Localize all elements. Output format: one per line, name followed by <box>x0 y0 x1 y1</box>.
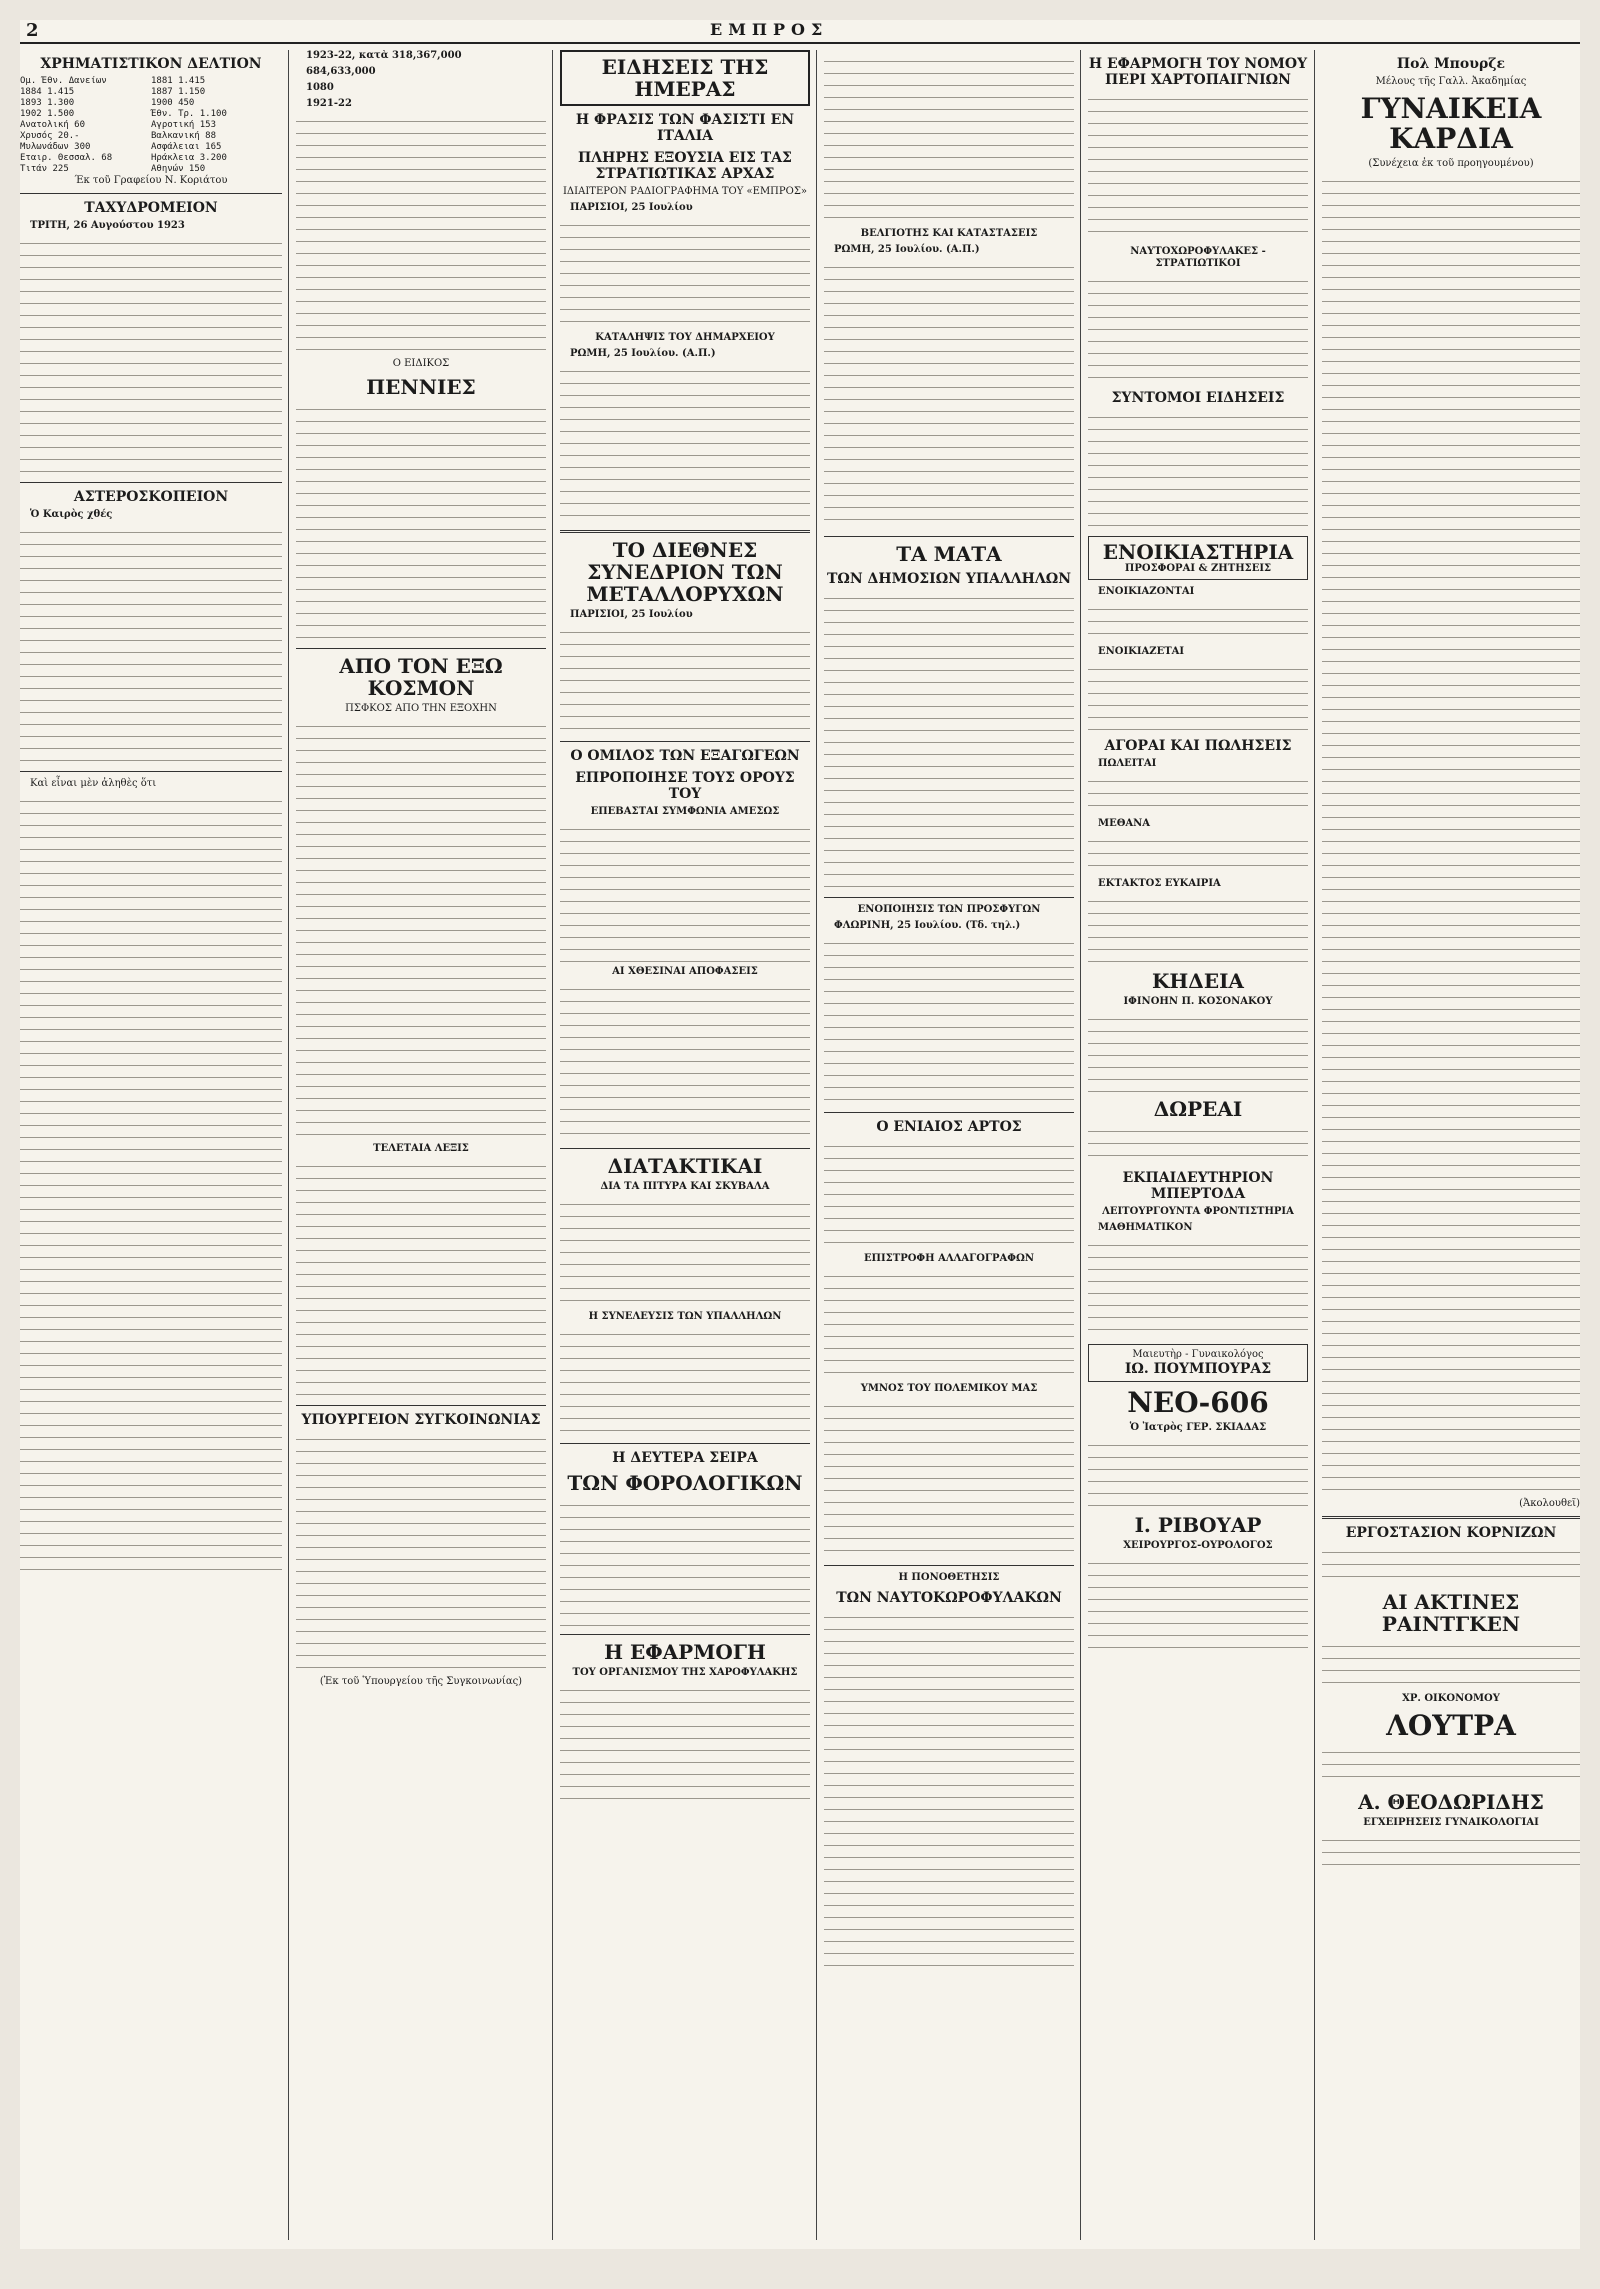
text-block <box>296 1159 546 1399</box>
text-block <box>1088 1124 1308 1164</box>
dispatch-label: ΙΔΙΑΙΤΕΡΟΝ ΡΑΔΙΟΓΡΑΦΗΜΑ ΤΟΥ «ΕΜΠΡΟΣ» <box>562 186 808 197</box>
school-title: ΕΚΠΑΙΔΕΥΤΗΡΙΟΝ ΜΠΕΡΤΟΔΑ <box>1122 1170 1274 1202</box>
classified-label: ΜΑΘΗΜΑΤΙΚΟΝ <box>1098 1222 1193 1233</box>
stock-item: 1902 1.500 <box>20 109 75 119</box>
ad-kicker: Μαιευτὴρ - Γυναικολόγος <box>1132 1349 1264 1360</box>
headline: Η ΕΦΑΡΜΟΓΗ ΤΟΥ ΝΟΜΟΥ ΠΕΡΙ ΧΑΡΤΟΠΑΙΓΝΙΩΝ <box>1088 56 1308 88</box>
column-rule <box>1080 50 1081 2240</box>
stock-item: Ασφάλειαι 165 <box>151 142 222 152</box>
divider <box>560 741 810 742</box>
stock-item: Βαλκανική 88 <box>151 131 217 141</box>
headline: Η ΕΦΑΡΜΟΓΗ <box>604 1640 766 1664</box>
text-block <box>1322 1745 1580 1785</box>
serial-signoff: (Ἀκολουθεῖ) <box>1519 1498 1580 1509</box>
section-subtitle: ΤΟΥ ΟΡΓΑΝΙΣΜΟΥ ΤΗΣ ΧΑΡΟΦΥΛΑΚΗΣ <box>572 1667 798 1678</box>
text-block <box>560 625 810 735</box>
headline: Η ΔΕΥΤΕΡΑ ΣΕΙΡΑ <box>612 1450 758 1466</box>
headline: ΤΑ ΜΑΤΑ <box>896 542 1002 566</box>
stock-item: Έθν. Τρ. 1.100 <box>151 109 227 119</box>
ad-title: ΑΙ ΑΚΤΙΝΕΣ ΡΑΙΝΤΓΚΕΝ <box>1381 1590 1521 1636</box>
divider <box>560 1634 810 1635</box>
stock-item: Χρυσός 20.- <box>20 131 80 141</box>
ad-subtitle: ΕΓΧΕΙΡΗΣΕΙΣ ΓΥΝΑΙΚΟΛΟΓΙΑΙ <box>1363 1817 1539 1828</box>
headline: Η ΦΡΑΣΙΣ ΤΩΝ ΦΑΣΙΣΤΙ ΕΝ ΙΤΑΛΙΑ <box>575 112 795 144</box>
serial-author: Πολ Μπουρζε <box>1396 56 1506 72</box>
section-subtitle: ΕΝΟΠΟΙΗΣΙΣ ΤΩΝ ΠΡΟΣΦΥΓΩΝ <box>857 904 1041 915</box>
text-block <box>1088 774 1308 814</box>
section-title-funeral: ΚΗΔΕΙΑ <box>1152 969 1244 993</box>
dateline: ΦΛΩΡΙΝΗ, 25 Ιουλίου. (Τδ. τηλ.) <box>834 920 1021 931</box>
figure-line: 1080 <box>306 82 334 93</box>
section-subtitle: ΝΑΥΤΟΧΩΡΟΦΥΛΑΚΕΣ - ΣΤΡΑΤΙΩΤΙΚΟΙ <box>1130 246 1266 269</box>
newspaper-page <box>20 20 1580 2249</box>
section-subtitle: ΤΕΛΕΤΑΙΑ ΛΕΞΙΣ <box>373 1143 469 1154</box>
section-title-world: ΑΠΟ ΤΟΝ ΕΞΩ ΚΟΣΜΟΝ <box>339 654 503 700</box>
stock-item: Ανατολική 60 <box>20 120 86 130</box>
text-block <box>824 1610 1074 1970</box>
section-subtitle: ΑΙ ΧΘΕΣΙΝΑΙ ΑΠΟΦΑΣΕΙΣ <box>612 966 758 977</box>
byline: Ο ΕΙΔΙΚΟΣ <box>392 358 450 369</box>
stock-item: 1884 1.415 <box>20 87 75 97</box>
text-block <box>1322 1545 1580 1585</box>
ad-title: ΙΩ. ΠΟΥΜΠΟΥΡΑΣ <box>1124 1361 1272 1377</box>
ad-title: ΝΕΟ-606 <box>1127 1386 1269 1419</box>
divider <box>560 1443 810 1444</box>
stock-item: 1893 1.300 <box>20 98 75 108</box>
divider <box>560 1148 810 1149</box>
headline: ΤΟ ΔΙΕΘΝΕΣ ΣΥΝΕΔΡΙΟΝ ΤΩΝ ΜΕΤΑΛΛΟΡΥΧΩΝ <box>586 538 784 606</box>
text-block <box>1088 662 1308 732</box>
column-rule <box>552 50 553 2240</box>
headline: ΔΙΑΤΑΚΤΙΚΑΙ <box>607 1154 763 1178</box>
column-5 <box>1088 50 1308 2240</box>
column-rule <box>816 50 817 2240</box>
text-block <box>1088 1438 1308 1508</box>
stock-item: Εταιρ. Θεσσαλ. 68 <box>20 153 113 163</box>
text-block <box>296 402 546 642</box>
section-title-brief-news: ΣΥΝΤΟΜΟΙ ΕΙΔΗΣΕΙΣ <box>1111 390 1285 406</box>
text-block <box>824 1139 1074 1249</box>
section-subtitle: Η ΣΥΝΕΛΕΥΣΙΣ ΤΩΝ ΥΠΑΛΛΗΛΩΝ <box>588 1311 782 1322</box>
text-block <box>20 525 282 765</box>
text-block <box>560 982 810 1142</box>
section-title-pennies: ΠΕΝΝΙΕΣ <box>366 375 476 399</box>
dateline: ΡΩΜΗ, 25 Ιουλίου. (Α.Π.) <box>834 244 980 255</box>
text-block <box>1088 92 1308 242</box>
section-subtitle: ΥΜΝΟΣ ΤΟΥ ΠΟΛΕΜΙΚΟΥ ΜΑΣ <box>860 1383 1038 1394</box>
ad-subtitle: Ὁ Ἰατρὸς ΓΕΡ. ΣΚΙΑΔΑΣ <box>1129 1422 1267 1433</box>
column-6 <box>1322 50 1580 2240</box>
stock-item: Αθηνών 150 <box>151 164 206 174</box>
classified-label: ΜΕΘΑΝΑ <box>1098 818 1151 829</box>
masthead <box>20 20 1580 44</box>
text-block <box>296 719 546 1139</box>
stock-item: 1900 450 <box>151 98 195 108</box>
section-subtitle: ΕΠΙΣΤΡΟΦΗ ΑΛΛΑΓΟΓΡΑΦΩΝ <box>863 1253 1035 1264</box>
divider <box>824 536 1074 537</box>
headline: ΕΠΡΟΠΟΙΗΣΕ ΤΟΥΣ ΟΡΟΥΣ ΤΟΥ <box>575 770 795 802</box>
stock-item: Μυλωνάδων 300 <box>20 142 91 152</box>
stock-item: Τιτάν 225 <box>20 164 69 174</box>
dateline: ΠΑΡΙΣΙΟΙ, 25 Ιουλίου <box>570 202 693 213</box>
text-block <box>20 794 282 1574</box>
classified-label: ΠΩΛΕΙΤΑΙ <box>1098 758 1157 769</box>
divider <box>824 1565 1074 1566</box>
section-subtitle: ΒΕΛΓΙΟΤΗΣ ΚΑΙ ΚΑΤΑΣΤΑΣΕΙΣ <box>860 228 1038 239</box>
ad-subtitle: ΧΕΙΡΟΥΡΓΟΣ-ΟΥΡΟΛΟΓΟΣ <box>1123 1540 1273 1551</box>
banner-title: ΕΙΔΗΣΕΙΣ ΤΗΣ ΗΜΕΡΑΣ <box>601 55 769 101</box>
text-block <box>560 822 810 962</box>
section-title-post: ΤΑΧΥΔΡΟΜΕΙΟΝ <box>84 200 218 216</box>
stock-item: Αγροτική 153 <box>151 120 217 130</box>
classifieds-title: ΕΝΟΙΚΙΑΣΤΗΡΙΑ <box>1102 540 1294 564</box>
post-lead: ΤΡΙΤΗ, 26 Αυγούστου 1923 <box>30 220 185 231</box>
ad-title: ΕΡΓΟΣΤΑΣΙΟΝ ΚΟΡΝΙΖΩΝ <box>1345 1525 1557 1541</box>
weather-lead: Ὁ Καιρὸς χθές <box>30 509 113 520</box>
divider <box>560 530 810 533</box>
text-block <box>824 1269 1074 1379</box>
news-banner <box>560 50 810 106</box>
text-block <box>824 54 1074 224</box>
ad-name: ΧΡ. ΟΙΚΟΝΟΜΟΥ <box>1402 1693 1500 1704</box>
classified-label: ΕΚΤΑΚΤΟΣ ΕΥΚΑΙΡΙΑ <box>1098 878 1221 889</box>
divider <box>20 482 282 483</box>
ad-title: Α. ΘΕΟΔΩΡΙΔΗΣ <box>1358 1790 1544 1814</box>
section-title-sales: ΑΓΟΡΑΙ ΚΑΙ ΠΩΛΗΣΕΙΣ <box>1104 738 1292 754</box>
text-block <box>296 1432 546 1672</box>
classifieds-box <box>1088 536 1308 580</box>
ad-box <box>1088 1344 1308 1382</box>
figure-line: 684,633,000 <box>306 66 376 77</box>
section-subtitle: ΕΠΕΒΑΣΤΑΙ ΣΥΜΦΩΝΙΑ ΑΜΕΣΩΣ <box>590 806 780 817</box>
section-title-stock-bulletin: ΧΡΗΜΑΤΙΣΤΙΚΟΝ ΔΕΛΤΙΟΝ <box>40 56 262 72</box>
column-3 <box>560 50 810 2240</box>
section-subtitle: ΔΙΑ ΤΑ ΠΙΤΥΡΑ ΚΑΙ ΣΚΥΒΑΛΑ <box>600 1181 770 1192</box>
text-block <box>1322 174 1580 1494</box>
divider <box>296 1405 546 1406</box>
serial-author-note: Μέλους τῆς Γαλλ. Ἀκαδημίας <box>1375 76 1527 87</box>
stock-item: Ηράκλεια 3.200 <box>151 153 227 163</box>
stock-credit: Έκ τοῦ Γραφείου Ν. Κοριάτου <box>74 175 228 186</box>
text-block <box>560 1327 810 1437</box>
stock-list <box>20 76 282 175</box>
text-block <box>1088 602 1308 642</box>
section-title-observatory: ΑΣΤΕΡΟΣΚΟΠΕΙΟΝ <box>73 489 229 505</box>
text-block <box>1322 1833 1580 1873</box>
column-rule <box>1314 50 1315 2240</box>
column-2 <box>296 50 546 2240</box>
column-1 <box>20 50 282 2240</box>
text-block <box>824 260 1074 530</box>
running-title: ΕΜΠΡΟΣ <box>710 20 829 39</box>
headline: ΤΩΝ ΝΑΥΤΟΚΩΡΟΦΥΛΑΚΩΝ <box>836 1590 1062 1606</box>
headline: Ο ΟΜΙΛΟΣ ΤΩΝ ΕΞΑΓΩΓΕΩΝ <box>570 748 800 764</box>
section-title-donations: ΔΩΡΕΑΙ <box>1153 1097 1243 1121</box>
classified-label: ΕΝΟΙΚΙΑΖΟΝΤΑΙ <box>1098 586 1195 597</box>
divider <box>824 897 1074 898</box>
text-block <box>20 236 282 476</box>
funeral-name: ΙΦΙΝΟΗΝ Π. ΚΟΣΟΝΑΚΟΥ <box>1123 996 1273 1007</box>
divider <box>824 1112 1074 1113</box>
text-block <box>560 364 810 524</box>
text-block <box>824 591 1074 891</box>
text-block <box>824 1399 1074 1559</box>
text-block <box>1088 1238 1308 1338</box>
divider <box>1322 1516 1580 1519</box>
stock-item: Ομ. Έθν. Δανείων <box>20 76 107 86</box>
section-subtitle: ΚΑΤΑΛΗΨΙΣ ΤΟΥ ΔΗΜΑΡΧΕΙΟΥ <box>595 332 775 343</box>
headline: ΠΛΗΡΗΣ ΕΞΟΥΣΙΑ ΕΙΣ ΤΑΣ ΣΤΡΑΤΙΩΤΙΚΑΣ ΑΡΧΑΣ <box>578 150 792 182</box>
section-subtitle: Η ΠΟΝΟΘΕΤΗΣΙΣ <box>898 1572 1000 1583</box>
serial-continuation: (Συνέχεια ἐκ τοῦ προηγουμένου) <box>1368 158 1534 169</box>
text-block <box>560 218 810 328</box>
divider <box>20 771 282 772</box>
divider <box>20 193 282 194</box>
classified-label: ΕΝΟΙΚΙΑΖΕΤΑΙ <box>1098 646 1185 657</box>
column-4 <box>824 50 1074 2240</box>
ad-title: Ι. ΡΙΒΟΥΑΡ <box>1134 1513 1262 1537</box>
ad-title: ΛΟΥΤΡΑ <box>1386 1709 1516 1742</box>
text-block <box>824 936 1074 1106</box>
serial-title: ΓΥΝΑΙΚΕΙΑ ΚΑΡΔΙΑ <box>1360 92 1542 155</box>
text-block <box>560 1683 810 1803</box>
section-subtitle: ΠΣΦΚΟΣ ΑΠΟ ΤΗΝ ΕΞΟΧΗΝ <box>345 703 497 714</box>
text-block <box>560 1197 810 1307</box>
headline: ΤΩΝ ΦΟΡΟΛΟΓΙΚΩΝ <box>567 1471 803 1495</box>
text-block <box>1088 834 1308 874</box>
figure-line: 1921-22 <box>306 98 352 109</box>
text-block <box>1322 1639 1580 1689</box>
dateline: ΡΩΜΗ, 25 Ιουλίου. (Α.Π.) <box>570 348 716 359</box>
text-block <box>1088 410 1308 530</box>
text-block <box>1088 894 1308 964</box>
stock-item: 1887 1.150 <box>151 87 206 97</box>
divider <box>296 648 546 649</box>
page-number: 2 <box>26 20 39 41</box>
stock-item: 1881 1.415 <box>151 76 206 86</box>
figure-line: 1923-22, κατὰ 318,367,000 <box>306 50 462 61</box>
classifieds-subtitle: ΠΡΟΣΦΟΡΑΙ & ΖΗΤΗΣΕΙΣ <box>1124 563 1272 574</box>
text-block <box>296 114 546 354</box>
column-rule <box>288 50 289 2240</box>
text-block <box>1088 1012 1308 1092</box>
school-subtitle: ΛΕΙΤΟΥΡΓΟΥΝΤΑ ΦΡΟΝΤΙΣΤΗΡΙΑ <box>1102 1206 1294 1217</box>
text-block <box>1088 274 1308 384</box>
headline: ΤΩΝ ΔΗΜΟΣΙΩΝ ΥΠΑΛΛΗΛΩΝ <box>826 571 1072 587</box>
dateline: ΠΑΡΙΣΙΟΙ, 25 Ιουλίου <box>570 609 693 620</box>
headline: Ο ΕΝΙΑΙΟΣ ΑΡΤΟΣ <box>876 1119 1022 1135</box>
article-lead: Καὶ εἶναι μὲν ἀληθὲς ὅτι <box>30 778 157 789</box>
source-note: (Ἐκ τοῦ Ὑπουργείου τῆς Συγκοινωνίας) <box>319 1676 523 1687</box>
section-title-ministry: ΥΠΟΥΡΓΕΙΟΝ ΣΥΓΚΟΙΝΩΝΙΑΣ <box>301 1412 541 1428</box>
text-block <box>560 1498 810 1628</box>
text-block <box>1088 1556 1308 1656</box>
